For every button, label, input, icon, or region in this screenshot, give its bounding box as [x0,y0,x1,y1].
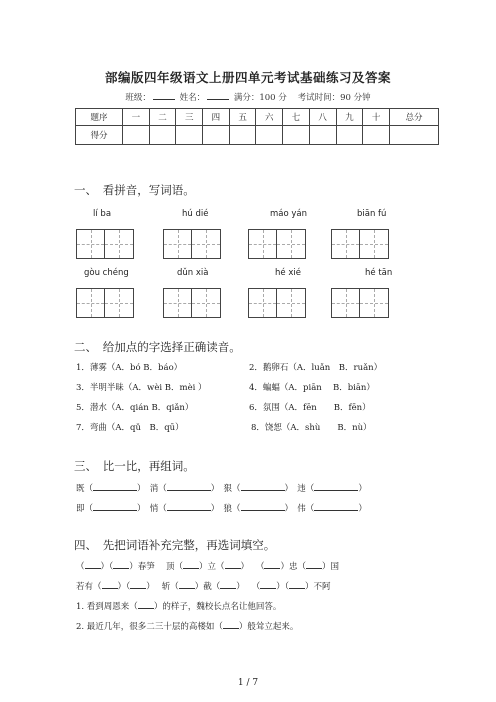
score-table-score-row [76,126,439,145]
pinyin-label: dǔn xià [177,268,209,278]
answer-blank[interactable] [179,580,195,589]
pinyin-label: hé xié [275,268,301,278]
question-text: 1. 看到周恩来（ [76,602,138,612]
answer-blank[interactable] [289,580,305,589]
score-cell[interactable] [203,126,230,145]
answer-blank[interactable] [241,502,285,511]
reading-item: 3．半明半昧（A．wèi B．mèi ） [76,383,207,393]
question-text: 2. 最近几年，很多二三十层的高楼如（ [76,622,223,632]
fill-question [76,600,281,612]
score-header-cell: 八 [309,109,336,126]
pinyin-label: hú dié [182,209,209,219]
reading-item: 5．潜水（A．qián B．qiǎn） [76,403,194,413]
answer-blank[interactable] [102,580,118,589]
answer-blank[interactable] [225,560,241,569]
score-table-header-row [76,109,439,126]
answer-blank[interactable] [167,482,211,491]
char-label: ） 狠（ [210,484,241,494]
score-cell[interactable] [229,126,256,145]
score-cell[interactable] [283,126,310,145]
full-score: 满分：100 分 [233,93,287,103]
answer-blank[interactable] [85,560,101,569]
score-cell[interactable] [363,126,390,145]
fill-question [76,620,298,632]
reading-item: 4．蝙蝠（A．piān B．biān） [249,383,375,393]
score-header-cell: 九 [336,109,363,126]
name-label: 姓名： [179,93,206,103]
score-table [75,108,439,145]
section2-heading: 二、 给加点的字选择正确读音。 [74,340,241,354]
answer-blank[interactable] [113,560,129,569]
pinyin-label: lí ba [93,209,112,219]
char-label: ） [358,484,367,494]
char-label: 即（ [76,504,94,514]
idiom-text: （ [76,562,85,572]
pinyin-label: máo yán [270,209,308,219]
score-cell[interactable] [309,126,336,145]
word-group-row [76,502,367,514]
idiom-line [76,560,339,572]
document-title: 部编版四年级语文上册四单元考试基础练习及答案 [104,70,391,85]
idiom-text: ）（ [100,562,114,572]
idiom-text: ） （ [236,582,261,592]
score-header-cell: 题序 [76,109,123,126]
idiom-text: ）春笋 顶（ [129,562,183,572]
score-header-cell: 四 [203,109,230,126]
idiom-text: ）截（ [194,582,221,592]
idiom-text: 若有（ [76,582,102,592]
answer-blank[interactable] [241,482,285,491]
idiom-text: ） 斩（ [146,582,179,592]
answer-blank[interactable] [223,620,239,629]
score-header-cell: 七 [283,109,310,126]
answer-blank[interactable] [264,560,280,569]
score-header-cell: 总分 [390,109,439,126]
idiom-text: ）国 [321,562,339,572]
idiom-text: ）（ [276,582,289,592]
idiom-text: ）不阿 [304,582,331,592]
answer-blank[interactable] [93,502,137,511]
section4-heading: 四、 先把词语补充完整，再选词填空。 [74,538,276,552]
char-label: ） 悄（ [137,504,167,514]
idiom-text: ）（ [117,582,131,592]
page-number: 1 / 7 [237,678,259,688]
score-cell[interactable] [176,126,203,145]
reading-item: 2．鹅卵石（A．luǎn B．ruǎn） [249,363,383,373]
idiom-line [76,580,330,592]
section3-heading: 三、 比一比，再组词。 [74,459,195,473]
writing-grid[interactable] [331,288,389,318]
exam-info [0,91,496,103]
answer-blank[interactable] [167,502,211,511]
score-header-cell: 一 [123,109,150,126]
char-label: 既（ [76,484,94,494]
answer-blank[interactable] [314,482,358,491]
char-label: ） [358,504,367,514]
answer-blank[interactable] [306,560,322,569]
exam-time: 考试时间：90 分钟 [297,93,371,103]
answer-blank[interactable] [130,580,146,589]
idiom-text: ） （ [240,562,265,572]
score-header-cell: 二 [149,109,176,126]
writing-grid[interactable] [248,288,306,318]
question-text: ）般耸立起来。 [238,622,299,632]
score-header-cell: 五 [229,109,256,126]
answer-blank[interactable] [138,600,154,609]
score-header-cell: 六 [256,109,283,126]
score-cell[interactable] [149,126,176,145]
score-row-label: 得分 [76,126,123,145]
idiom-text: ）忠（ [280,562,306,572]
writing-grid[interactable] [248,229,306,259]
answer-blank[interactable] [314,502,358,511]
char-label: ） 狼（ [210,504,241,514]
char-label: ） 消（ [137,484,167,494]
score-cell[interactable] [256,126,283,145]
writing-grid[interactable] [76,229,134,259]
writing-grid[interactable] [331,229,389,259]
name-blank[interactable] [207,91,229,100]
pinyin-label: biān fú [357,209,387,219]
class-label: 班级： [125,93,151,103]
score-cell[interactable] [123,126,150,145]
reading-item: 1．薄雾（A．bó B．báo） [76,363,183,373]
score-header-cell: 十 [363,109,390,126]
pinyin-label: hé tān [365,268,393,278]
answer-blank[interactable] [183,560,199,569]
answer-blank[interactable] [260,580,276,589]
score-header-cell: 三 [176,109,203,126]
pinyin-label: gòu chéng [84,268,129,278]
answer-blank[interactable] [220,580,236,589]
idiom-text: ）立（ [198,562,225,572]
answer-blank[interactable] [93,482,137,491]
char-label: ） 伟（ [284,504,315,514]
question-text: ）的样子，魏校长点名让他回答。 [153,602,282,612]
word-group-row [76,482,367,494]
class-blank[interactable] [153,91,175,100]
score-cell[interactable] [390,126,439,145]
reading-item: 8．饶恕（A．shù B．nù） [251,423,372,433]
section1-heading: 一、 看拼音，写词语。 [74,183,195,197]
writing-grid[interactable] [163,229,221,259]
score-cell[interactable] [336,126,363,145]
char-label: ） 违（ [284,484,315,494]
reading-item: 6．氛围（A．fēn B．fēn） [249,403,371,413]
reading-item: 7．弯曲（A．qǔ B．qū） [76,423,184,433]
writing-grid[interactable] [163,288,221,318]
writing-grid[interactable] [76,288,134,318]
